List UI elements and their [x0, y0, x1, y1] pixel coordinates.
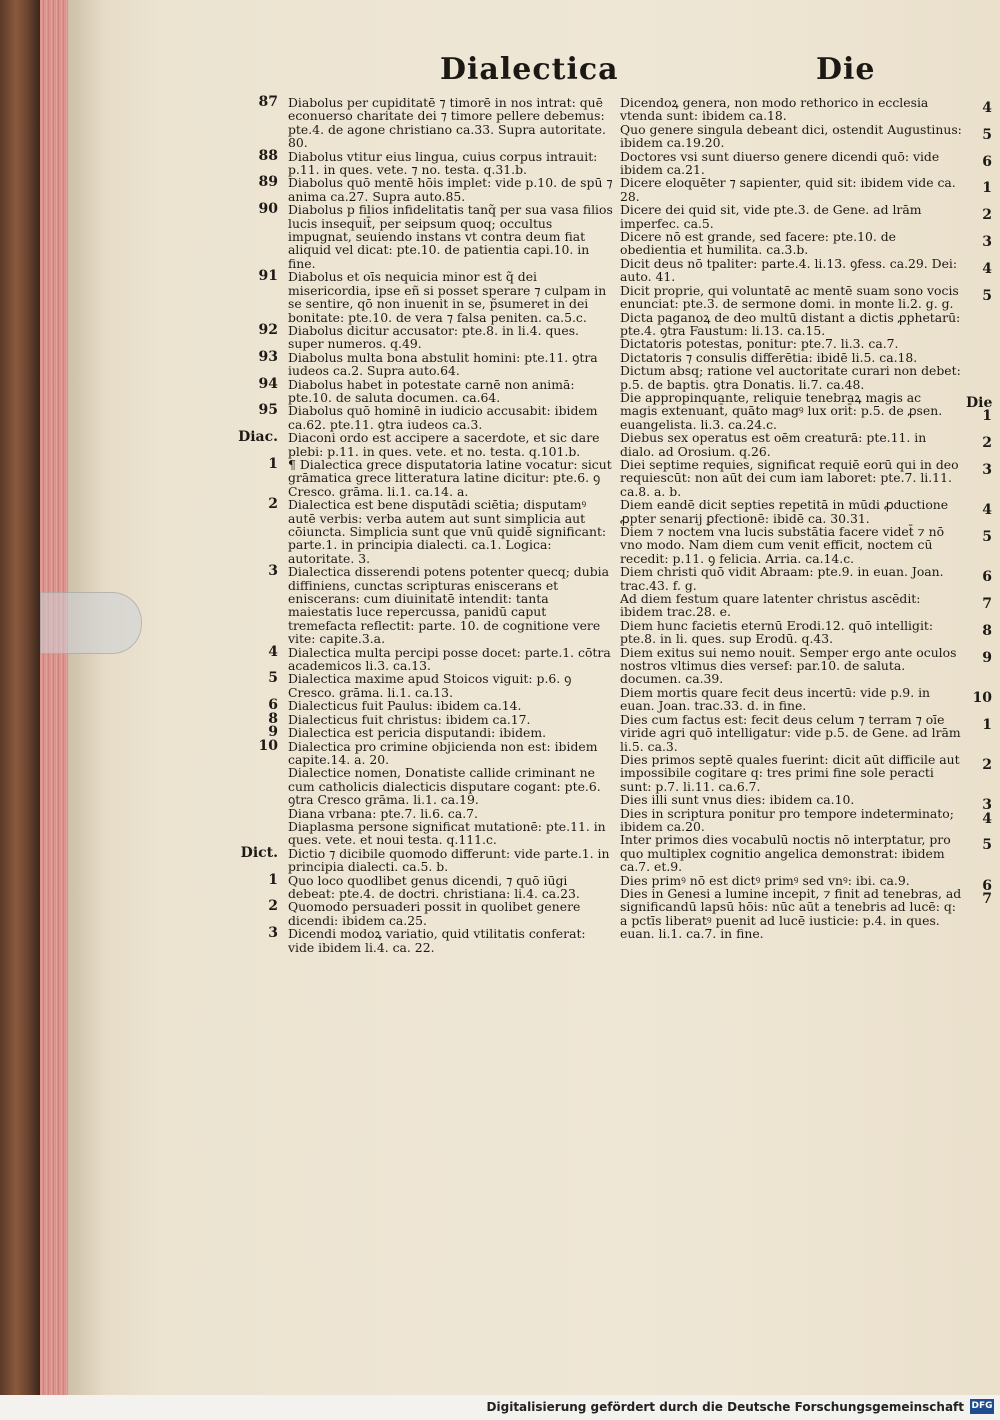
- entry-text: Dialectica pro crimine objicienda non est: ibidem capite.14. a. 20.: [288, 738, 598, 767]
- entry-text: Dicit deus nō tpaliter: parte.4. li.13. ꝯfess. ca.29. Dei: auto. 41.: [620, 255, 958, 285]
- dfg-logo: DFG: [970, 1399, 994, 1414]
- entry-text: Dies primos septē quales fuerint: dicit aūt difficile aut impossibile cogitare q: tres primi fine sole peracti sunt: p.7. li.11. ca.6.7.: [620, 751, 960, 794]
- page-block-red-edges: [40, 0, 70, 1395]
- entry-number: 92: [258, 321, 278, 338]
- entry-text: Dialectica multa percipi posse docet: parte.1. cōtra academicos li.3. ca.13.: [288, 644, 611, 674]
- index-entry: [620, 565, 992, 592]
- entry-text: Dies cum factus est: fecit deus celum ⁊ terram ⁊ oīe viride agri quō intelligatur: vide p.5. de Gene. ad lrām li.5. ca.3.: [620, 711, 961, 754]
- entry-number: 89: [258, 174, 278, 191]
- entry-text: Dictio ⁊ dicibile quomodo differunt: vide parte.1. in principia dialecti. ca.5. b.: [288, 845, 610, 875]
- entry-text: Diabolus quō mentē hōis implet: vide p.10. de spū ⁊ anima ca.27. Supra auto.85.: [288, 175, 613, 204]
- index-entry: [620, 351, 992, 364]
- entry-number: 6: [982, 877, 992, 894]
- index-entry: [620, 431, 992, 458]
- entry-text: Diebus sex operatus est oēm creaturā: pte.11. in dialo. ad Orosium. q.26.: [620, 430, 927, 459]
- entry-text: Diem ⁊ noctem vna lucis substātia facere videt̄ ⁊ nō vno modo. Nam diem cum venit efficit, noctem cū recedit: p.11. ꝯ felicia. Arria. ca.14.c.: [620, 524, 945, 566]
- index-entry: [620, 887, 992, 941]
- entry-text: Diei septime requies, significat requiē eorū qui in deo requiescūt: non aūt dei cum iam laboret: pte.7. li.11. ca.8. a. b.: [620, 456, 959, 499]
- entry-text: Dialectica est pericia disputandi: ibidem.: [288, 725, 547, 741]
- entry-text: Dictatoris ⁊ consulis differētia: ibidē li.5. ca.18.: [620, 349, 918, 365]
- index-entry: [620, 619, 992, 646]
- entry-text: Dicta paganoꝝ de deo multū distant a dictis ꝓphetarū: pte.4. ꝯtra Faustum: li.13. ca.15.: [620, 309, 961, 338]
- entry-text: Quo loco quodlibet genus dicendi, ⁊ quō iūgi debeat: pte.4. de doctri. christiana: li.4. ca.23.: [288, 872, 580, 901]
- entry-text: Diana vrbana: pte.7. li.6. ca.7.: [288, 805, 478, 821]
- entry-number: 5: [982, 837, 992, 854]
- index-entry: [620, 807, 992, 834]
- entry-number: 1: [268, 871, 278, 888]
- index-entry: [226, 807, 614, 820]
- entry-text: Dictum absq; ratione vel auctoritate curari non debet: p.5. de baptis. ꝯtra Donatis. li.7. ca.48.: [620, 363, 961, 392]
- entry-number: 6: [982, 569, 992, 586]
- entry-number: 3: [982, 234, 992, 251]
- entry-number: 5: [982, 529, 992, 545]
- entry-text: Diabolus multa bona abstulit homini: pte.11. ꝯtra iudeos ca.2. Supra auto.64.: [288, 349, 598, 379]
- book-binding-edge: [0, 0, 40, 1395]
- index-entry: [620, 646, 992, 686]
- entry-text: Diaconi ordo est accipere a sacerdote, et sic dare plebi: p.11. in ques. vete. et no. testa. q.101.b.: [288, 430, 600, 459]
- entry-number: 10: [972, 689, 992, 706]
- entry-text: Doctores vsi sunt diuerso genere dicendi quō: vide ibidem ca.21.: [620, 148, 940, 178]
- entry-number: 4: [982, 100, 992, 116]
- entry-number: 4: [982, 502, 992, 519]
- index-entry: [226, 176, 614, 203]
- entry-text: Dicere eloquēter ⁊ sapienter, quid sit: ibidem vide ca. 28.: [620, 175, 956, 204]
- entry-text: Dicendi modoꝝ variatio, quid vtilitatis conferat: vide ibidem li.4. ca. 22.: [288, 926, 586, 955]
- index-entry: [226, 455, 614, 499]
- entry-text: Dialectica disserendi potens potenter quecq; dubia diffiniens, cunctas scripturas eniscerans et eniscerans: cum diuinitatē intendit: tanta maiestatis luce repercussa, panidū caput tremefacta reflectit: parte. 10. de cognitione vere vite: capite.3.a.: [288, 564, 610, 647]
- index-entry: [620, 230, 992, 257]
- index-entry: [620, 713, 992, 753]
- entry-number: 9: [982, 649, 992, 666]
- index-entry: [226, 699, 614, 712]
- entry-number: 3: [268, 925, 278, 942]
- entry-text: Dies illi sunt vnus dies: ibidem ca.10.: [620, 792, 855, 808]
- entry-text: Dicere nō est grande, sed facere: pte.10. de obedientia et humilita. ca.3.b.: [620, 229, 896, 258]
- entry-text: Diabolus vtitur eius lingua, cuius corpus intrauit: p.11. in ques. vete. ⁊ no. testa. q.31.b.: [288, 148, 598, 178]
- index-entry: [226, 710, 614, 727]
- index-entry: [226, 726, 614, 739]
- entry-number: 5: [982, 287, 992, 304]
- entry-number: 1: [982, 716, 992, 733]
- entry-text: Quo genere singula debeant dici, ostendit Augustinus: ibidem ca.19.20.: [620, 121, 962, 151]
- entry-text: Diabolus et oīs nequicia minor est q̃ dei misericordia, ipse eñ si posset sperare ⁊ culpam in se sentire, qō non inuenit in se, p̃sumeret in dei bonitate: pte.10. de vera ⁊ falsa peniten. ca.5.c.: [288, 269, 607, 325]
- index-entry: [226, 203, 614, 270]
- index-entry: [620, 311, 992, 338]
- entry-number: 1: [268, 455, 278, 472]
- entry-number: 90: [258, 201, 278, 218]
- entry-number: 3: [982, 797, 992, 814]
- index-entry: [226, 431, 614, 458]
- running-header-right: Die: [816, 52, 876, 87]
- entry-text: Dictatoris potestas, ponitur: pte.7. li.3. ca.7.: [620, 336, 899, 352]
- index-entry: [226, 820, 614, 847]
- entry-number: 1: [982, 180, 992, 197]
- entry-number: Die 1: [966, 394, 993, 425]
- entry-text: Diem hunc facietis eternū Erodi.12. quō intelligit: pte.8. in li. ques. sup Erodū. q.43.: [620, 617, 934, 647]
- entry-text: Inter primos dies vocabulū noctis nō interptatur, pro quo multiplex cognitio angelica demonstrat: ibidem ca.7. et.9.: [620, 832, 951, 875]
- index-entry: [620, 176, 992, 203]
- entry-number: 95: [258, 402, 278, 419]
- index-entry: [226, 270, 614, 324]
- index-entry: [226, 766, 614, 806]
- entry-number: 9: [268, 724, 278, 741]
- entry-number: 3: [982, 461, 992, 478]
- entry-number: 2: [982, 207, 992, 224]
- index-entry: [620, 686, 992, 713]
- footer-bar: [0, 1395, 1000, 1420]
- entry-text: Diabolus dicitur accusator: pte.8. in li.4. ques. super numeros. q.49.: [288, 322, 579, 352]
- page-clip: [40, 592, 142, 654]
- entry-text: Dies in Genesi a lumine incepit, ⁊ finit ad tenebras, ad significandū lapsū hōis: nūc aūt a tenebris ad lucē: q: a pctīs liberatꝰ puenit ad lucē iusticie: p.4. in ques. euan. li.1. ca.7. in fine.: [620, 885, 962, 942]
- running-header-left: Dialectica: [440, 52, 619, 87]
- index-entry: [620, 96, 992, 123]
- entry-text: Dialectice nomen, Donatiste callide criminant ne cum catholicis dialecticis disputare cogant: pte.6. ꝯtra Cresco grāma. li.1. ca.19.: [288, 765, 601, 808]
- entry-number: 3: [268, 563, 278, 580]
- entry-number: 2: [982, 756, 992, 773]
- index-entry: [226, 498, 614, 565]
- index-entry: [226, 147, 614, 178]
- entry-number: 94: [258, 375, 278, 392]
- entry-number: Dict.: [240, 844, 278, 861]
- entry-number: 8: [982, 622, 992, 639]
- entry-text: ¶ Dialectica grece disputatoria latine vocatur: sicut grāmatica grece litteratura latine dicitur: pte.6. ꝯ Cresco. grāma. li.1. ca.14. a.: [288, 456, 612, 499]
- index-entry: [620, 203, 992, 230]
- entry-number: 6: [982, 153, 992, 170]
- entry-text: Diabolus p filios infidelitatis tanq̃ per sua vasa filios lucis insequit̄, per seipsum quoq; occultus impugnat, seuiendo instans vt contra deum fiat aliquid vel dicat: pte.10. de patientia capi.10. in fine.: [288, 202, 613, 271]
- entry-text: Dies in scriptura ponitur pro tempore indeterminato; ibidem ca.20.: [620, 805, 954, 834]
- index-entry: [620, 150, 992, 177]
- index-entry: [620, 284, 992, 311]
- index-entry: [226, 900, 614, 927]
- index-entry: [226, 375, 614, 405]
- index-column-right: [620, 96, 992, 941]
- entry-text: Quomodo persuaderi possit in quolibet genere dicendi: ibidem ca.25.: [288, 899, 581, 928]
- entry-text: Dicere dei quid sit, vide pte.3. de Gene. ad lrām imperfec. ca.5.: [620, 202, 922, 231]
- entry-number: 88: [258, 147, 278, 164]
- entry-number: 6: [268, 697, 278, 714]
- entry-text: Dialectica est bene disputādi sciētia; disputamꝰ autē verbis: verba autem aut sunt simplicia aut cōiuncta. Simplicia sunt que vnū quidē significant: parte.1. in principia dialecti. ca.1. Logica: autoritate. 3.: [288, 497, 607, 566]
- index-entry: [226, 927, 614, 954]
- entry-text: Dialecticus fuit christus: ibidem ca.17.: [288, 711, 531, 727]
- entry-number: 2: [268, 898, 278, 915]
- entry-number: 4: [982, 260, 992, 277]
- index-entry: [226, 643, 614, 674]
- index-entry: [226, 737, 614, 767]
- index-entry: [620, 458, 992, 498]
- index-entry: [226, 672, 614, 699]
- index-entry: [620, 833, 992, 873]
- entry-text: Diabolus habet in potestate carnē non animā: pte.10. de saluta documen. ca.64.: [288, 376, 575, 405]
- entry-number: 5: [268, 670, 278, 687]
- entry-text: Dicendoꝝ genera, non modo rethorico in ecclesia vtenda sunt: ibidem ca.18.: [620, 95, 929, 124]
- entry-text: Diem exitus sui nemo nouit. Semper ergo ante oculos nostros vltimus dies versef: par.10. de saluta. documen. ca.39.: [620, 644, 957, 687]
- entry-text: Diem christi quō vidit Abraam: pte.9. in euan. Joan. trac.43. f. g.: [620, 564, 944, 593]
- index-entry: [620, 364, 992, 391]
- index-entry: [226, 321, 614, 352]
- index-entry: [620, 123, 992, 150]
- entry-text: Diem mortis quare fecit deus incertū: vide p.9. in euan. Joan. trac.33. d. in fine.: [620, 684, 931, 714]
- index-entry: [226, 348, 614, 379]
- index-entry: [620, 792, 992, 814]
- entry-number: 10: [258, 737, 278, 754]
- entry-text: Diabolus per cupiditatē ⁊ timorē in nos intrat: quē econuerso charitate dei ⁊ timore pellere debemus: pte.4. de agone christiano ca.33. Supra autoritate. 80.: [288, 95, 606, 151]
- entry-number: 2: [268, 496, 278, 513]
- index-entry: [620, 337, 992, 350]
- entry-number: 93: [258, 348, 278, 365]
- index-entry: [226, 565, 614, 645]
- entry-text: Diem eandē dicit septies repetitā in mūdi ꝓductione ꝓpter senarij ꝑfectionē: ibidē ca. 30.31.: [620, 497, 949, 526]
- entry-text: Dialecticus fuit Paulus: ibidem ca.14.: [288, 698, 522, 714]
- index-entry: [226, 871, 614, 901]
- entry-number: 87: [258, 94, 278, 110]
- entry-number: 7: [982, 890, 992, 907]
- index-entry: [620, 257, 992, 284]
- index-entry: [620, 872, 992, 894]
- entry-number: 5: [982, 126, 992, 143]
- index-entry: [620, 498, 992, 525]
- entry-text: Dialectica maxime apud Stoicos viguit: p.6. ꝯ Cresco. grāma. li.1. ca.13.: [288, 671, 572, 700]
- index-entry: [620, 391, 992, 431]
- index-entry: [226, 844, 614, 875]
- index-entry: [620, 753, 992, 793]
- entry-number: 7: [982, 596, 992, 613]
- index-entry: [620, 525, 992, 565]
- funding-credit: Digitalisierung gefördert durch die Deutsche Forschungsgemeinschaft: [486, 1400, 964, 1414]
- entry-text: Dies primꝰ nō est dictꝰ primꝰ sed vnꝰ: ibi. ca.9.: [620, 872, 910, 888]
- entry-number: 4: [268, 643, 278, 660]
- entry-number: 2: [982, 435, 992, 452]
- index-entry: [226, 404, 614, 431]
- index-column-left: [226, 96, 614, 954]
- entry-text: Diabolus quō hominē in iudicio accusabit: ibidem ca.62. pte.11. ꝯtra iudeos ca.3.: [288, 403, 598, 432]
- entry-text: Diaplasma persone significat mutationē: pte.11. in ques. vete. et noui testa. q.111.c.: [288, 818, 606, 848]
- entry-number: 8: [268, 710, 278, 727]
- entry-number: 91: [258, 268, 278, 285]
- entry-text: Dicit proprie, qui voluntatē ac mentē suam sono vocis enunciat: pte.3. de sermone domi. in monte li.2. g. g.: [620, 282, 959, 312]
- index-entry: [226, 96, 614, 150]
- entry-number: 4: [982, 810, 992, 827]
- entry-text: Die appropinquante, reliquie tenebraꝝ magis ac magis extenuant̄, quāto magꝰ lux orit̄: p.5. de ꝓsen. euangelista. li.3. ca.24.c.: [620, 389, 943, 432]
- entry-text: Ad diem festum quare latenter christus ascēdit: ibidem trac.28. e.: [620, 591, 921, 620]
- entry-number: Diac.: [238, 429, 278, 446]
- index-entry: [620, 592, 992, 619]
